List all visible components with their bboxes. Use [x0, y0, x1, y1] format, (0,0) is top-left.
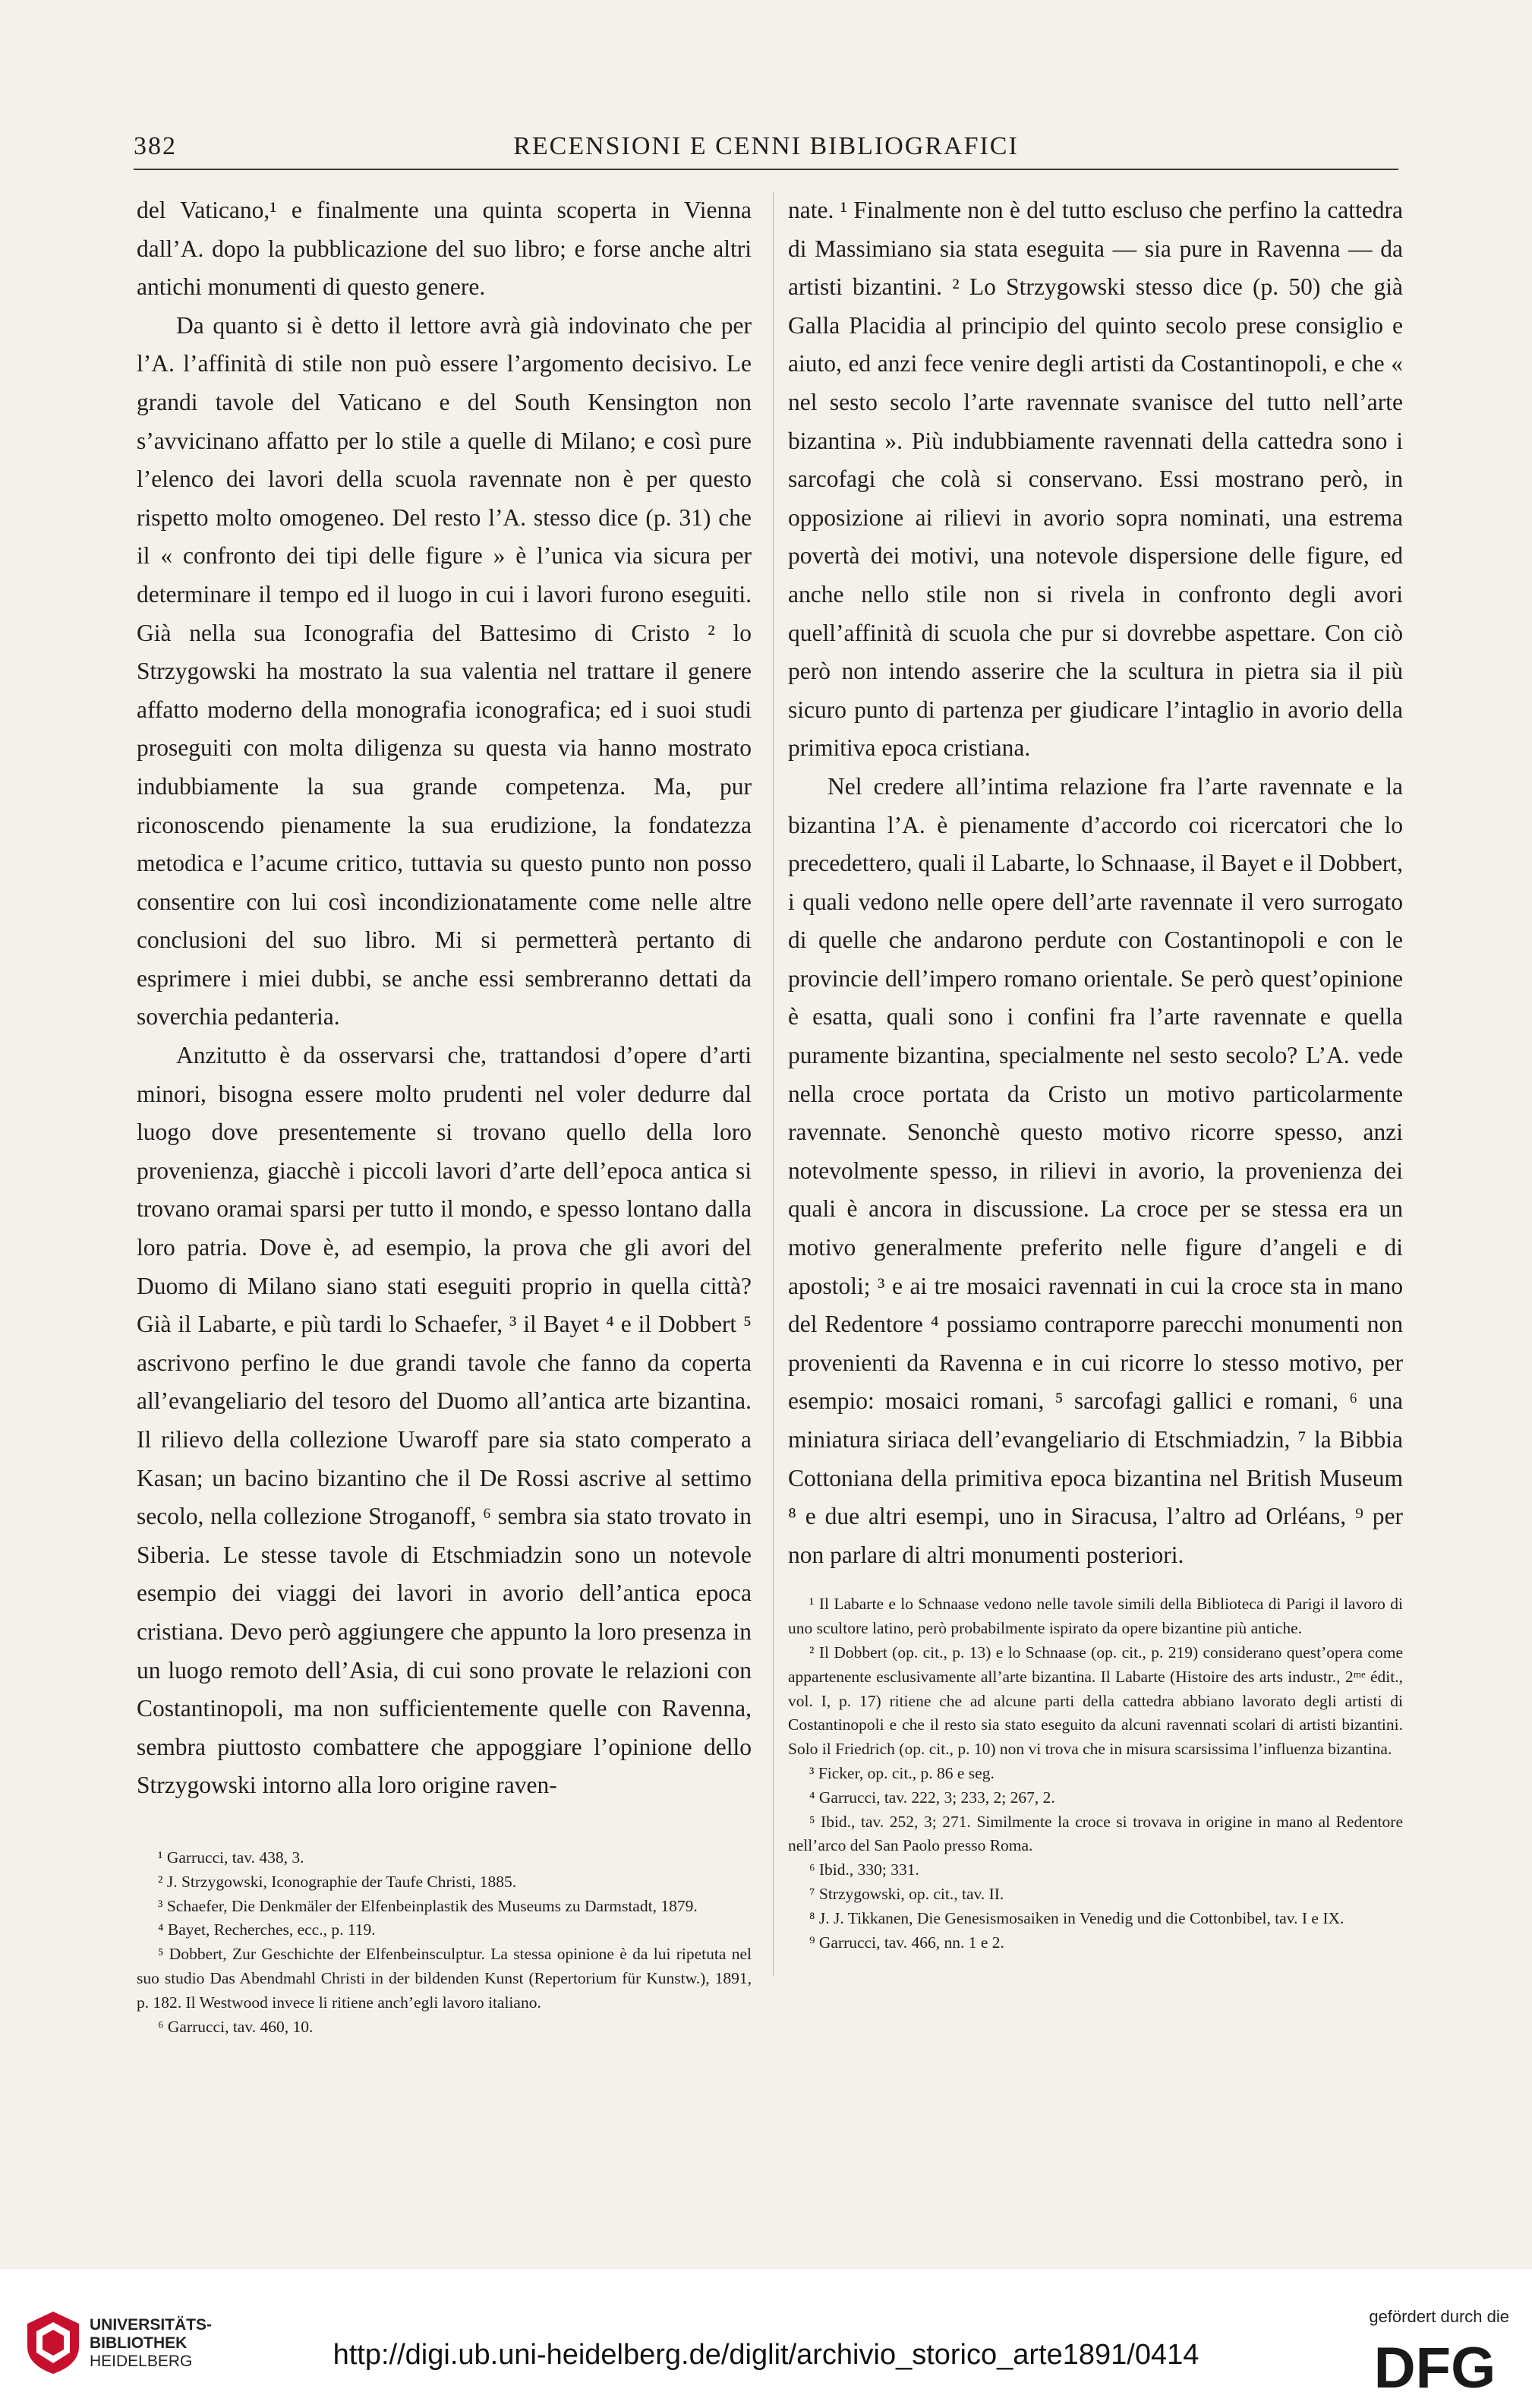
footnote: ⁹ Garrucci, tav. 466, nn. 1 e 2. [809, 1933, 1004, 1952]
page-header [134, 129, 1398, 170]
body-paragraph: Anzitutto è da osservarsi che, trattandosi d’opere d’arti minori, bisogna essere molto prudenti nel voler dedurre dal luogo dove presentemente si trovano quello della loro provenienza, giacchè i piccoli lavori d’arte dell’epoca antica si trovano oramai sparsi per tutto il mondo, e spesso lontano dalla loro patria. Dove è, ad esempio, la prova che gli avori del Duomo di Milano siano stati eseguiti proprio in quella città? Già il Labarte, e più tardi lo Schaefer, ³ il Bayet ⁴ e il Dobbert ⁵ ascrivono perfino le due grandi tavole che fanno da coperta all’evangeliario del tesoro del Duomo all’antica arte bizantina. Il rilievo della collezione Uwaroff pare sia stato comperato a Kasan; un bacino bizantino che il De Rossi ascrive al settimo secolo, nella collezione Stroganoff, ⁶ sembra sia stato trovato in Siberia. Le stesse tavole di Etschmiadzin sono un notevole esempio dei viaggi dei lavori in avorio dell’antica epoca cristiana. Devo però aggiungere che appunto la loro presenza in un luogo remoto dell’Asia, di cui sono provate le relazioni con Costantinopoli, ma non sufficientemente quelle con Ravenna, sembra piuttosto combattere che appoggiare l’opinione dello Strzygowski intorno alla loro origine raven- [137, 1042, 752, 1799]
library-city: HEIDELBERG [90, 2353, 193, 2370]
body-paragraph: nate. ¹ Finalmente non è del tutto escluso che perfino la cattedra di Massimiano sia stata eseguita — sia pure in Ravenna — da artisti bizantini. ² Lo Strzygowski stesso dice (p. 50) che già Galla Placidia al principio del quinto secolo prese consiglio e aiuto, ed anzi fece venire degli artisti da Costantinopoli, e che « nel sesto secolo l’arte ravennate svanisce del tutto nell’arte bizantina ». Più indubbiamente ravennati della cattedra sono i sarcofagi che colà si conservano. Essi mostrano però, in opposizione ai rilievi in avorio sopra nominati, una estrema povertà dei motivi, una notevole dispersione delle figure, ed anche nello stile non si rivela in confronto degli avori quell’affinità di scuola che pur si dovrebbe aspettare. Con ciò però non intendo asserire che la scultura in pietra sia il più sicuro punto di partenza per giudicare l’intaglio in avorio della primitiva epoca cristiana. [788, 197, 1403, 762]
dfg-logo-text: DFG [1373, 2339, 1496, 2394]
page-number: 382 [134, 132, 177, 160]
footnote: ¹ Il Labarte e lo Schnaase vedono nelle tavole simili della Biblioteca di Parigi il lavoro di uno scultore latino, però probabilmente ispirato da opere bizantine più antiche. [788, 1595, 1403, 1638]
left-column [137, 191, 752, 2039]
footnote: ¹ Garrucci, tav. 438, 3. [158, 1848, 304, 1867]
footnote: ⁵ Ibid., tav. 252, 3; 271. Similmente la croce si trovava in origine in mano al Redentore nell’arco del San Paolo presso Roma. [788, 1812, 1403, 1855]
footnotes-left [137, 1846, 752, 2039]
footnote: ⁴ Garrucci, tav. 222, 3; 233, 2; 267, 2. [809, 1788, 1055, 1807]
running-head: RECENSIONI E CENNI BIBLIOGRAFICI [513, 132, 1019, 160]
dfg-logo-icon [1359, 2339, 1511, 2394]
footnote: ³ Schaefer, Die Denkmäler der Elfenbeinplastik des Museums zu Darmstadt, 1879. [158, 1896, 698, 1915]
footnote: ⁶ Ibid., 330; 331. [809, 1860, 919, 1879]
right-column [788, 191, 1403, 1955]
library-name-line: BIBLIOTHEK [90, 2334, 188, 2352]
column-divider [773, 191, 774, 1976]
footnote: ⁸ J. J. Tikkanen, Die Genesismosaiken in Venedig und die Cottonbibel, tav. I e IX. [809, 1908, 1344, 1927]
footnote: ² Il Dobbert (op. cit., p. 13) e lo Schnaase (op. cit., p. 219) considerano quest’opera come appartenente esclusivamente all’arte bizantina. Il Labarte (Histoire des arts industr., 2ᵐᵉ édit., vol. I, p. 17) ritiene che ad alcune parti della cattedra abbiano lavorato degli artisti di Costantinopoli e che il resto sia stato eseguito da alcuni ravennati scolari di artisti bizantini. Solo il Friedrich (op. cit., p. 10) non vi trova che in misura scarsissima l’influenza bizantina. [788, 1643, 1403, 1759]
footnote: ² J. Strzygowski, Iconographie der Taufe Christi, 1885. [158, 1872, 517, 1891]
body-paragraph: Nel credere all’intima relazione fra l’arte ravennate e la bizantina l’A. è pienamente d’accordo coi ricercatori che lo precedettero, quali il Labarte, lo Schnaase, il Bayet e il Dobbert, i quali vedono nelle opere dell’arte ravennate il vero surrogato di quelle che andarono perdute con Costantinopoli e con le provincie dell’impero romano orientale. Se però quest’opinione è esatta, quali sono i confini fra l’arte ravennate e quella puramente bizantina, specialmente nel sesto secolo? L’A. vede nella croce portata da Cristo un motivo particolarmente ravennate. Senonchè questo motivo ricorre spesso, anzi notevolmente spesso, in rilievi in avorio, la provenienza dei quali è ancora in discussione. La croce per se stessa era un motivo generalmente preferito nelle figure d’angeli e di apostoli; ³ e ai tre mosaici ravennati in cui la croce sta in mano del Redentore ⁴ possiamo contraporre parecchi monumenti non provenienti da Ravenna e in cui ricorre lo stesso motivo, per esempio: mosaici romani, ⁵ sarcofagi gallici e romani, ⁶ una miniatura siriaca dell’evangeliario di Etschmiadzin, ⁷ la Bibbia Cottoniana della primitiva epoca bizantina nel British Museum ⁸ e due altri esempi, uno in Siracusa, l’altro ad Orléans, ⁹ per non parlare di altri monumenti posteriori. [788, 772, 1403, 1568]
source-url-link[interactable]: http://digi.ub.uni-heidelberg.de/diglit/archivio_storico_arte1891/0414 [333, 2339, 1199, 2371]
footnote: ⁵ Dobbert, Zur Geschichte der Elfenbeinsculptur. La stessa opinione è da lui ripetuta nel suo studio Das Abendmahl Christi in der bildenden Kunst (Repertorium für Kunstw.), 1891, p. 182. Il Westwood invece li ritiene anch’egli lavoro italiano. [137, 1945, 752, 2012]
footnote: ⁴ Bayet, Recherches, ecc., p. 119. [158, 1920, 376, 1939]
footnote: ³ Ficker, op. cit., p. 86 e seg. [809, 1763, 995, 1782]
body-paragraph: del Vaticano,¹ e finalmente una quinta scoperta in Vienna dall’A. dopo la pubblicazione del suo libro; e forse anche altri antichi monumenti di questo genere. [137, 197, 752, 301]
footnote: ⁶ Garrucci, tav. 460, 10. [158, 2017, 314, 2036]
footnote: ⁷ Strzygowski, op. cit., tav. II. [809, 1884, 1004, 1903]
funding-note: gefördert durch die [1369, 2307, 1509, 2326]
library-name-line: UNIVERSITÄTS- [90, 2316, 213, 2334]
digitization-footer [0, 2269, 1532, 2408]
footnotes-right [788, 1592, 1403, 1955]
body-paragraph: Da quanto si è detto il lettore avrà già indovinato che per l’A. l’affinità di stile non può essere l’argomento decisivo. Le grandi tavole del Vaticano e del South Kensington non s’avvicinano affatto per lo stile a quelle di Milano; e così pure l’elenco dei lavori della scuola ravennate non è per questo rispetto molto omogeneo. Del resto l’A. stesso dice (p. 31) che il « confronto dei tipi delle figure » è l’unica via sicura per determinare il tempo ed il luogo in cui i lavori furono eseguiti. Già nella sua Iconografia del Battesimo di Cristo ² lo Strzygowski ha mostrato la sua valentia nel trattare il genere affatto moderno della monografia iconografica; ed i suoi studi proseguiti con molta diligenza su questa via hanno mostrato indubbiamente la sua grande competenza. Ma, pur riconoscendo pienamente la sua erudizione, la fondatezza metodica e l’acume critico, tuttavia su questo punto non posso consentire con lui così incondizionatamente come nelle altre conclusioni del suo libro. Mi si permetterà pertanto di esprimere i miei dubbi, se anche essi sembreranno dettati da soverchia pedanteria. [137, 311, 752, 1030]
